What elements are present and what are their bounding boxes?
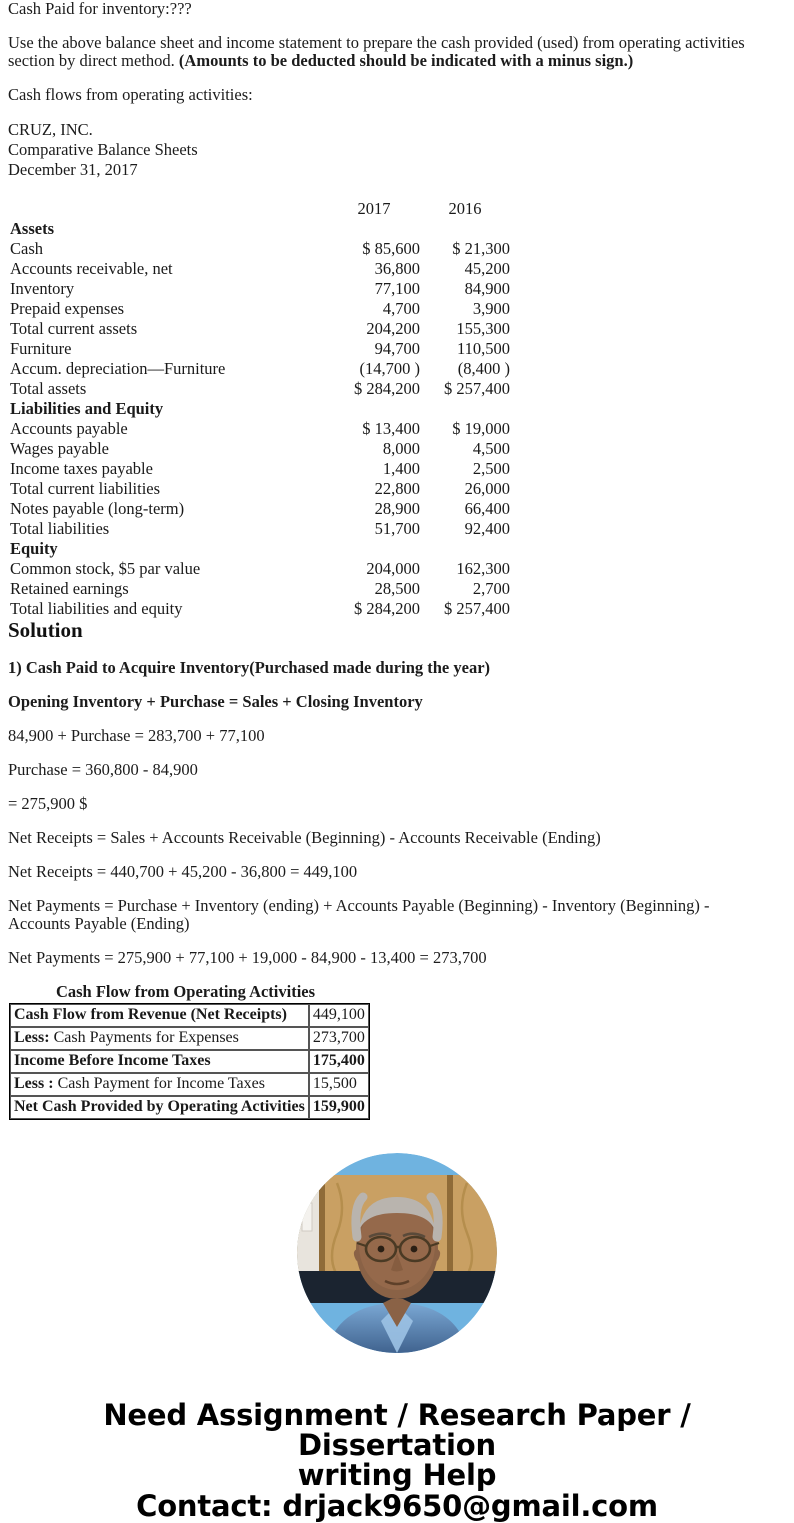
bs-value-2017: (14,700 )	[359, 359, 420, 378]
bs-value-2016: 4,500	[472, 439, 510, 458]
bs-value-2017	[328, 539, 420, 559]
bs-value-2017	[328, 219, 420, 239]
bs-value-2017: 204,200	[366, 319, 420, 338]
instruction-bold-text: (Amounts to be deducted should be indicated with a minus sign.)	[178, 51, 634, 70]
bs-data-row	[8, 339, 510, 359]
bs-section-row	[8, 539, 510, 559]
cash-flow-row-value: 15,500	[309, 1073, 369, 1096]
bs-value-2017: 94,700	[374, 339, 420, 358]
bs-value-2017: $ 13,400	[362, 419, 420, 438]
intro-line-3: Cash flows from operating activities:	[8, 85, 253, 104]
avatar	[297, 1153, 497, 1353]
cash-flow-row-value: 175,400	[309, 1050, 369, 1073]
solution-calc-3: = 275,900 $	[8, 794, 88, 813]
bs-value-2017: $ 284,200	[354, 379, 420, 398]
bs-row-label: Notes payable (long-term)	[10, 499, 185, 518]
bs-data-row	[8, 419, 510, 439]
cash-flow-table-title: Cash Flow from Operating Activities	[55, 982, 316, 1001]
bs-data-row	[8, 239, 510, 259]
bs-value-2017: 204,000	[366, 559, 420, 578]
cash-flow-label-bold: Net Cash Provided by Operating Activities	[14, 1098, 305, 1115]
cash-flow-label-bold: Income Before Income Taxes	[14, 1052, 211, 1069]
bs-value-2017: $ 85,600	[362, 239, 420, 258]
net-payments-formula: Net Payments = Purchase + Inventory (ending) + Accounts Payable (Beginning) - Inventory (Beginning) - Accounts Payable (Ending)	[8, 896, 710, 933]
avatar-photo	[297, 1153, 497, 1353]
bs-row-label: Furniture	[10, 339, 72, 358]
cash-flow-label-normal: Cash Payments for Expenses	[49, 1029, 239, 1046]
solution-calc-1: 84,900 + Purchase = 283,700 + 77,100	[8, 726, 265, 745]
bs-data-row	[8, 459, 510, 479]
cash-flow-table	[9, 1003, 370, 1120]
bs-data-row	[8, 579, 510, 599]
bs-value-2016	[420, 399, 510, 419]
bs-row-label: Total liabilities	[10, 519, 110, 538]
bs-value-2016: 3,900	[472, 299, 510, 318]
bs-value-2016: 2,700	[472, 579, 510, 598]
bs-value-2016: $ 257,400	[444, 379, 510, 398]
bs-row-label: Total current assets	[10, 319, 138, 338]
bs-row-label: Total current liabilities	[10, 479, 161, 498]
bs-col-header: 2017	[357, 199, 391, 218]
cash-flow-row-value: 449,100	[309, 1004, 369, 1027]
bs-data-row	[8, 299, 510, 319]
bs-data-row	[8, 479, 510, 499]
bs-section-row	[8, 399, 510, 419]
bs-data-row	[8, 279, 510, 299]
bs-section-row	[8, 219, 510, 239]
bs-data-row	[8, 559, 510, 579]
footer-line-2: writing Help	[297, 1458, 497, 1492]
bs-row-label: Wages payable	[10, 439, 109, 458]
bs-value-2017: 77,100	[374, 279, 420, 298]
cash-flow-label-normal: Cash Payment for Income Taxes	[53, 1075, 265, 1092]
bs-value-2016: $ 257,400	[444, 599, 510, 618]
net-payments-calc: Net Payments = 275,900 + 77,100 + 19,000 - 84,900 - 13,400 = 273,700	[8, 948, 487, 967]
cash-flow-row-label	[10, 1096, 309, 1119]
bs-value-2017: 36,800	[374, 259, 420, 278]
bs-row-label: Retained earnings	[10, 579, 129, 598]
bs-data-row	[8, 259, 510, 279]
cash-flow-row-value: 273,700	[309, 1027, 369, 1050]
bs-value-2016: 110,500	[456, 339, 510, 358]
bs-value-2017: 1,400	[382, 459, 420, 478]
bs-statement-name: Comparative Balance Sheets	[8, 140, 198, 159]
bs-value-2017: 28,500	[374, 579, 420, 598]
bs-statement-date: December 31, 2017	[8, 160, 138, 179]
bs-row-label: Common stock, $5 par value	[10, 559, 201, 578]
bs-value-2017: $ 284,200	[354, 599, 420, 618]
cash-flow-row	[10, 1027, 369, 1050]
cash-flow-row	[10, 1096, 369, 1119]
bs-value-2017: 28,900	[374, 499, 420, 518]
cash-flow-row-label	[10, 1004, 309, 1027]
bs-value-2016: (8,400 )	[457, 359, 510, 378]
bs-row-label: Total liabilities and equity	[10, 599, 183, 618]
balance-sheet	[8, 120, 508, 619]
bs-value-2016: $ 19,000	[452, 419, 510, 438]
solution-heading: Solution	[8, 618, 83, 642]
bs-data-row	[8, 499, 510, 519]
bs-col-header: 2016	[448, 199, 482, 218]
bs-value-2016: 45,200	[464, 259, 510, 278]
cash-flow-row-value: 159,900	[309, 1096, 369, 1119]
bs-value-2016: $ 21,300	[452, 239, 510, 258]
cash-flow-label-bold: Less :	[14, 1075, 54, 1092]
bs-data-row	[8, 359, 510, 379]
bs-data-row	[8, 519, 510, 539]
cash-flow-label-bold: Less:	[14, 1029, 50, 1046]
bs-value-2017	[328, 399, 420, 419]
bs-value-2017: 4,700	[382, 299, 420, 318]
bs-row-label: Inventory	[10, 279, 75, 298]
bs-value-2017: 22,800	[374, 479, 420, 498]
intro-line-1: Cash Paid for inventory:???	[8, 0, 192, 18]
cash-flow-row-label	[10, 1073, 309, 1096]
footer-promo	[0, 1400, 794, 1521]
bs-row-label: Total assets	[10, 379, 87, 398]
bs-value-2017: 51,700	[374, 519, 420, 538]
bs-data-row	[8, 599, 510, 619]
footer-line-3: Contact: drjack9650@gmail.com	[136, 1489, 658, 1523]
solution-calc-2: Purchase = 360,800 - 84,900	[8, 760, 198, 779]
bs-row-label: Accounts payable	[10, 419, 128, 438]
bs-value-2016: 84,900	[464, 279, 510, 298]
bs-row-label: Accounts receivable, net	[10, 259, 173, 278]
bs-data-row	[8, 439, 510, 459]
bs-value-2016: 66,400	[464, 499, 510, 518]
bs-row-label: Cash	[10, 239, 43, 258]
bs-row-label: Income taxes payable	[10, 459, 153, 478]
bs-value-2016: 26,000	[464, 479, 510, 498]
cash-flow-label-bold: Cash Flow from Revenue (Net Receipts)	[14, 1006, 287, 1023]
bs-col-header	[8, 199, 328, 219]
bs-row-label: Equity	[10, 539, 58, 558]
bs-value-2016: 155,300	[456, 319, 510, 338]
bs-data-row	[8, 379, 510, 399]
cash-flow-row-label	[10, 1027, 309, 1050]
bs-row-label: Assets	[10, 219, 54, 238]
bs-value-2016: 92,400	[464, 519, 510, 538]
cash-flow-row-label	[10, 1050, 309, 1073]
bs-row-label: Liabilities and Equity	[10, 399, 164, 418]
bs-data-row	[8, 319, 510, 339]
bs-company-name: CRUZ, INC.	[8, 120, 93, 139]
bs-value-2016: 2,500	[472, 459, 510, 478]
bs-row-label: Accum. depreciation—Furniture	[10, 359, 226, 378]
cash-flow-row	[10, 1073, 369, 1096]
cash-flow-row	[10, 1050, 369, 1073]
solution-formula-1: Opening Inventory + Purchase = Sales + Closing Inventory	[8, 692, 423, 711]
bs-value-2017: 8,000	[382, 439, 420, 458]
bs-value-2016: 162,300	[456, 559, 510, 578]
solution-step1-title: 1) Cash Paid to Acquire Inventory(Purchased made during the year)	[8, 658, 491, 677]
bs-header-row	[8, 199, 510, 219]
intro-instruction	[8, 34, 780, 70]
net-receipts-calc: Net Receipts = 440,700 + 45,200 - 36,800 = 449,100	[8, 862, 358, 881]
footer-line-1: Need Assignment / Research Paper / Dissertation	[103, 1398, 691, 1462]
net-receipts-formula: Net Receipts = Sales + Accounts Receivable (Beginning) - Accounts Receivable (Ending)	[8, 828, 601, 847]
bs-value-2016	[420, 539, 510, 559]
bs-value-2016	[420, 219, 510, 239]
instruction-normal-text: Use the above balance sheet and income statement to prepare the cash provided (used) from operating activities section by direct method.	[8, 33, 745, 70]
cash-flow-row	[10, 1004, 369, 1027]
balance-sheet-table	[8, 199, 510, 619]
bs-row-label: Prepaid expenses	[10, 299, 125, 318]
